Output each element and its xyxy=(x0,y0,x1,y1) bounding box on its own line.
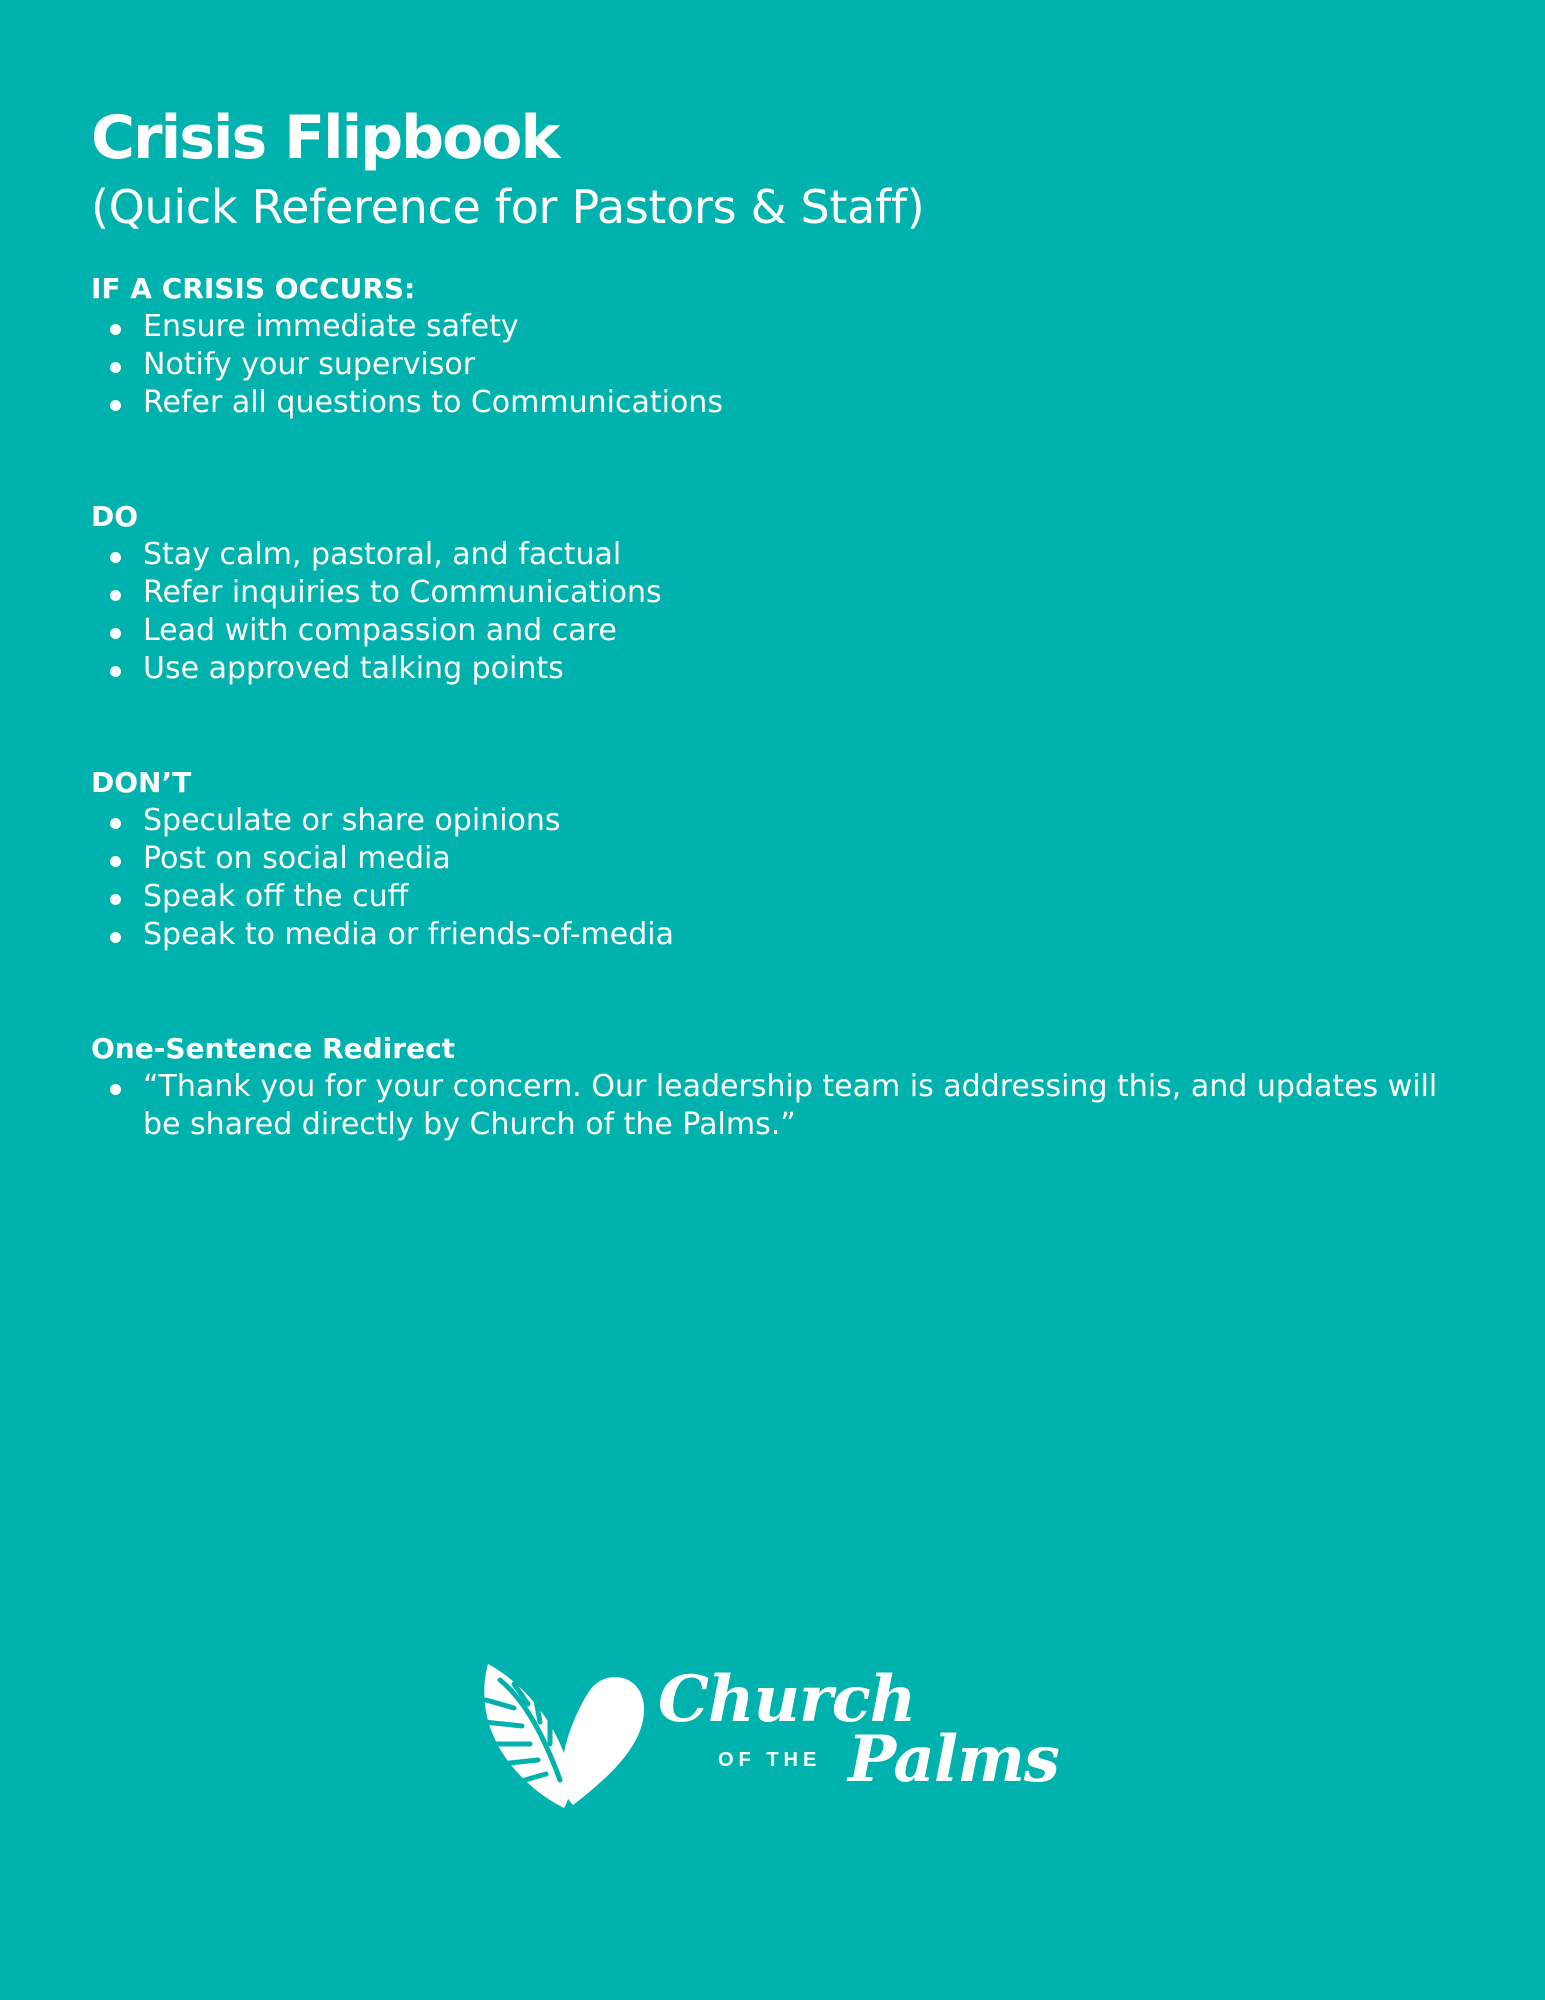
list-item: Speak off the cuff xyxy=(91,878,1471,916)
flipbook-page xyxy=(91,96,1471,1144)
section-heading: DO xyxy=(91,500,139,533)
church-logo xyxy=(478,1660,1059,1810)
list-item: Speculate or share opinions xyxy=(91,802,1471,840)
section-redirect xyxy=(91,1030,1471,1144)
section-heading: One-Sentence Redirect xyxy=(91,1032,456,1065)
logo-wordmark-church: Church xyxy=(658,1662,916,1737)
bullet-list xyxy=(91,308,1471,422)
section-dont xyxy=(91,764,1471,954)
list-item: Notify your supervisor xyxy=(91,346,1471,384)
list-item: Lead with compassion and care xyxy=(91,612,1471,650)
section-heading: IF A CRISIS OCCURS: xyxy=(91,272,416,305)
list-item: Stay calm, pastoral, and factual xyxy=(91,536,1471,574)
list-item: Post on social media xyxy=(91,840,1471,878)
list-item: Speak to media or friends-of-media xyxy=(91,916,1471,954)
palm-leaf-heart-icon xyxy=(478,1660,658,1810)
list-item: Use approved talking points xyxy=(91,650,1471,688)
page-title: Crisis Flipbook xyxy=(91,103,559,173)
bullet-list xyxy=(91,1068,1471,1144)
bullet-list xyxy=(91,536,1471,688)
logo-wordmark-of-the: OF THE xyxy=(718,1749,822,1771)
list-item: Ensure immediate safety xyxy=(91,308,1471,346)
section-do xyxy=(91,498,1471,688)
list-item: Refer inquiries to Communications xyxy=(91,574,1471,612)
section-crisis-occurs xyxy=(91,270,1471,422)
list-item: Refer all questions to Communications xyxy=(91,384,1471,422)
bullet-list xyxy=(91,802,1471,954)
section-heading: DON’T xyxy=(91,766,192,799)
page-subtitle: (Quick Reference for Pastors & Staff) xyxy=(91,180,925,234)
logo-wordmark-palms: Palms xyxy=(848,1722,1059,1797)
list-item: “Thank you for your concern. Our leadership team is addressing this, and updates will be shared directly by Church of the Palms.” xyxy=(91,1068,1471,1144)
